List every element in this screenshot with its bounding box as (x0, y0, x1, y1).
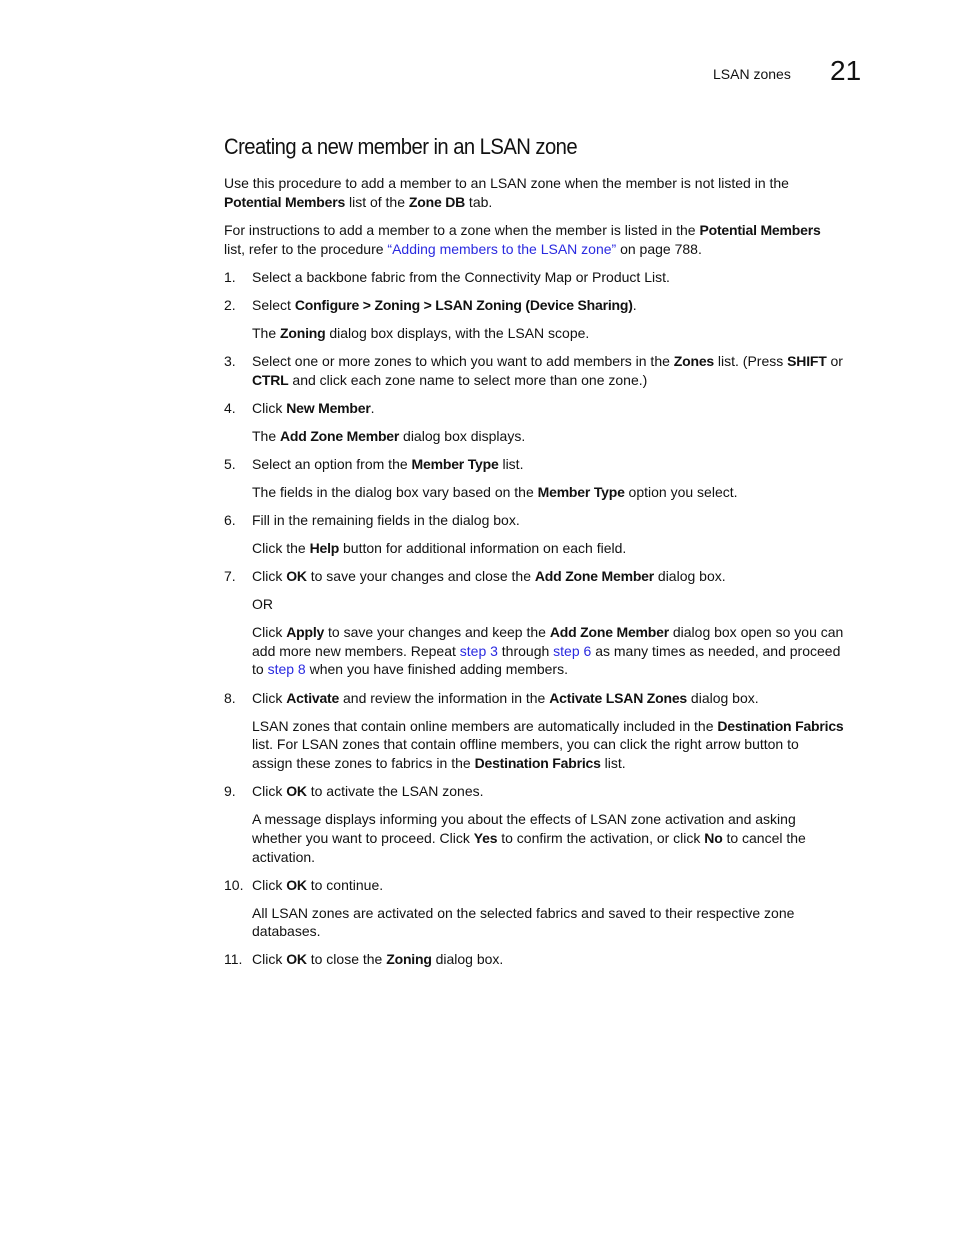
step-6-text (252, 511, 520, 530)
step-text: Click (252, 877, 287, 893)
ok-term: OK (286, 568, 307, 584)
step-text: list. (Press (714, 353, 788, 369)
step-text: to save your changes and close the (306, 568, 535, 584)
step-8-detail (252, 717, 844, 736)
new-member-term: New Member (286, 400, 371, 416)
zoning-term: Zoning (386, 951, 432, 967)
potential-members-term: Potential Members (224, 194, 346, 210)
step-2-text (252, 296, 637, 315)
chapter-number: 21 (830, 55, 862, 86)
step-11-text (252, 950, 503, 969)
step-3-link[interactable]: step 3 (459, 643, 498, 659)
step-text: Click (252, 690, 287, 706)
step-text: dialog box. (654, 568, 726, 584)
zones-term: Zones (673, 353, 715, 369)
potential-members-term: Potential Members (699, 222, 821, 238)
step-3-text-line-2 (252, 371, 647, 390)
step-5-text (252, 455, 523, 474)
step-10-detail-line-2 (252, 922, 321, 941)
intro-paragraph-2 (224, 221, 821, 240)
step-7-alternative-line-2 (252, 642, 840, 661)
step-text: dialog box. (431, 951, 504, 967)
step-8-detail-line-3 (252, 754, 626, 773)
step-text: Click (252, 951, 287, 967)
step-number: 2. (224, 297, 236, 313)
step-text: to activate the LSAN zones. (306, 783, 484, 799)
step-8-link[interactable]: step 8 (267, 661, 306, 677)
step-9-detail-line-2 (252, 829, 806, 848)
step-text: dialog box open so you can (668, 624, 844, 640)
ok-term: OK (286, 877, 307, 893)
step-number: 6. (224, 512, 236, 528)
step-9-detail (252, 810, 796, 829)
step-number: 7. (224, 568, 236, 584)
step-number: 8. (224, 690, 236, 706)
ctrl-key-term: CTRL (252, 372, 289, 388)
step-text: Click (252, 400, 287, 416)
step-text: . (370, 400, 375, 416)
activate-lsan-zones-term: Activate LSAN Zones (549, 690, 688, 706)
yes-term: Yes (473, 830, 498, 846)
intro-paragraph-2-line-2 (224, 240, 702, 259)
member-type-term: Member Type (537, 484, 625, 500)
step-5-result (252, 483, 738, 502)
step-8-detail-line-2 (252, 735, 799, 754)
menu-path-term: Configure > Zoning > LSAN Zoning (Device Sharing) (294, 297, 633, 313)
step-2-result (252, 324, 589, 343)
add-zone-member-term: Add Zone Member (280, 428, 400, 444)
step-number: 3. (224, 353, 236, 369)
zoning-term: Zoning (280, 325, 326, 341)
intro1-text-3: tab. (465, 194, 493, 210)
step-7-or: OR (252, 596, 273, 612)
step-text: Select a backbone fabric from the Connectivity Map or Product List. (252, 269, 670, 285)
intro2-text-2: list, refer to the procedure (224, 241, 388, 257)
intro-paragraph-1 (224, 174, 789, 193)
step-text: Select an option from the (252, 456, 412, 472)
destination-fabrics-term: Destination Fabrics (474, 755, 601, 771)
step-number: 1. (224, 269, 236, 285)
help-term: Help (309, 540, 340, 556)
step-text: assign these zones to fabrics in the (252, 755, 475, 771)
activate-term: Activate (286, 690, 340, 706)
add-zone-member-term: Add Zone Member (549, 624, 669, 640)
step-text: activation. (252, 849, 316, 865)
step-7-text (252, 567, 726, 586)
add-zone-member-term: Add Zone Member (534, 568, 655, 584)
intro1-text-2: list of the (345, 194, 409, 210)
step-text: Click (252, 624, 287, 640)
intro1-text: Use this procedure to add a member to an LSAN zone when the member is not listed in the (224, 175, 789, 191)
step-1-text (252, 268, 670, 287)
step-number: 5. (224, 456, 236, 472)
step-text: to continue. (306, 877, 384, 893)
step-9-detail-line-3 (252, 848, 315, 867)
step-6-result (252, 539, 626, 558)
step-text: All LSAN zones are activated on the selected fabrics and saved to their respective zone (252, 905, 795, 921)
step-text: dialog box displays, with the LSAN scope. (325, 325, 590, 341)
step-text: dialog box displays. (399, 428, 526, 444)
step-text: as many times as needed, and proceed (591, 643, 841, 659)
step-text: Click the (252, 540, 310, 556)
step-text: The fields in the dialog box vary based on the (252, 484, 538, 500)
step-text: to close the (306, 951, 387, 967)
step-4-result (252, 427, 525, 446)
step-text: or (826, 353, 843, 369)
step-10-detail (252, 904, 794, 923)
step-number: 10. (224, 877, 244, 893)
step-text: . (632, 297, 637, 313)
intro-paragraph-1-line-2 (224, 193, 492, 212)
step-text: Select one or more zones to which you want to add members in the (252, 353, 674, 369)
zone-db-term: Zone DB (408, 194, 466, 210)
step-text: whether you want to proceed. Click (252, 830, 474, 846)
step-3-text (252, 352, 843, 371)
step-6-link[interactable]: step 6 (553, 643, 592, 659)
destination-fabrics-term: Destination Fabrics (717, 718, 844, 734)
step-7-alternative-line-3 (252, 660, 568, 679)
step-text: dialog box. (687, 690, 759, 706)
step-text: list. (600, 755, 626, 771)
page-title: Creating a new member in an LSAN zone (224, 134, 578, 159)
step-8-text (252, 689, 759, 708)
step-text: to (252, 661, 268, 677)
no-term: No (704, 830, 723, 846)
step-text: LSAN zones that contain online members are automatically included in the (252, 718, 718, 734)
step-text: through (497, 643, 554, 659)
adding-members-link[interactable]: “Adding members to the LSAN zone” (387, 241, 617, 257)
step-text: to cancel the (722, 830, 806, 846)
step-7-alternative (252, 623, 843, 642)
step-text: to save your changes and keep the (324, 624, 550, 640)
step-9-text (252, 782, 484, 801)
intro2-text: For instructions to add a member to a zone when the member is listed in the (224, 222, 700, 238)
apply-term: Apply (286, 624, 325, 640)
step-text: Select (252, 297, 295, 313)
ok-term: OK (286, 951, 307, 967)
step-text: Click (252, 783, 287, 799)
ok-term: OK (286, 783, 307, 799)
step-text: option you select. (624, 484, 738, 500)
member-type-term: Member Type (411, 456, 499, 472)
step-number: 11. (224, 951, 243, 967)
step-text: when you have finished adding members. (305, 661, 568, 677)
step-text: to confirm the activation, or click (497, 830, 705, 846)
step-number: 9. (224, 783, 236, 799)
step-4-text (252, 399, 374, 418)
step-text: Click (252, 568, 287, 584)
step-10-text (252, 876, 383, 895)
step-text: list. For LSAN zones that contain offline members, you can click the right arrow button to (252, 736, 799, 752)
step-text: and review the information in the (339, 690, 550, 706)
step-text: Fill in the remaining fields in the dialog box. (252, 512, 520, 528)
step-text: list. (498, 456, 524, 472)
intro2-text-3: on page 788. (616, 241, 702, 257)
step-text: The (252, 325, 281, 341)
step-text: button for additional information on each field. (339, 540, 627, 556)
shift-key-term: SHIFT (787, 353, 827, 369)
step-text: A message displays informing you about the effects of LSAN zone activation and asking (252, 811, 796, 827)
step-number: 4. (224, 400, 236, 416)
step-text: databases. (252, 923, 321, 939)
step-text: add more new members. Repeat (252, 643, 460, 659)
step-text: The (252, 428, 281, 444)
running-header-section: LSAN zones (713, 66, 791, 82)
step-text: and click each zone name to select more than one zone.) (288, 372, 648, 388)
